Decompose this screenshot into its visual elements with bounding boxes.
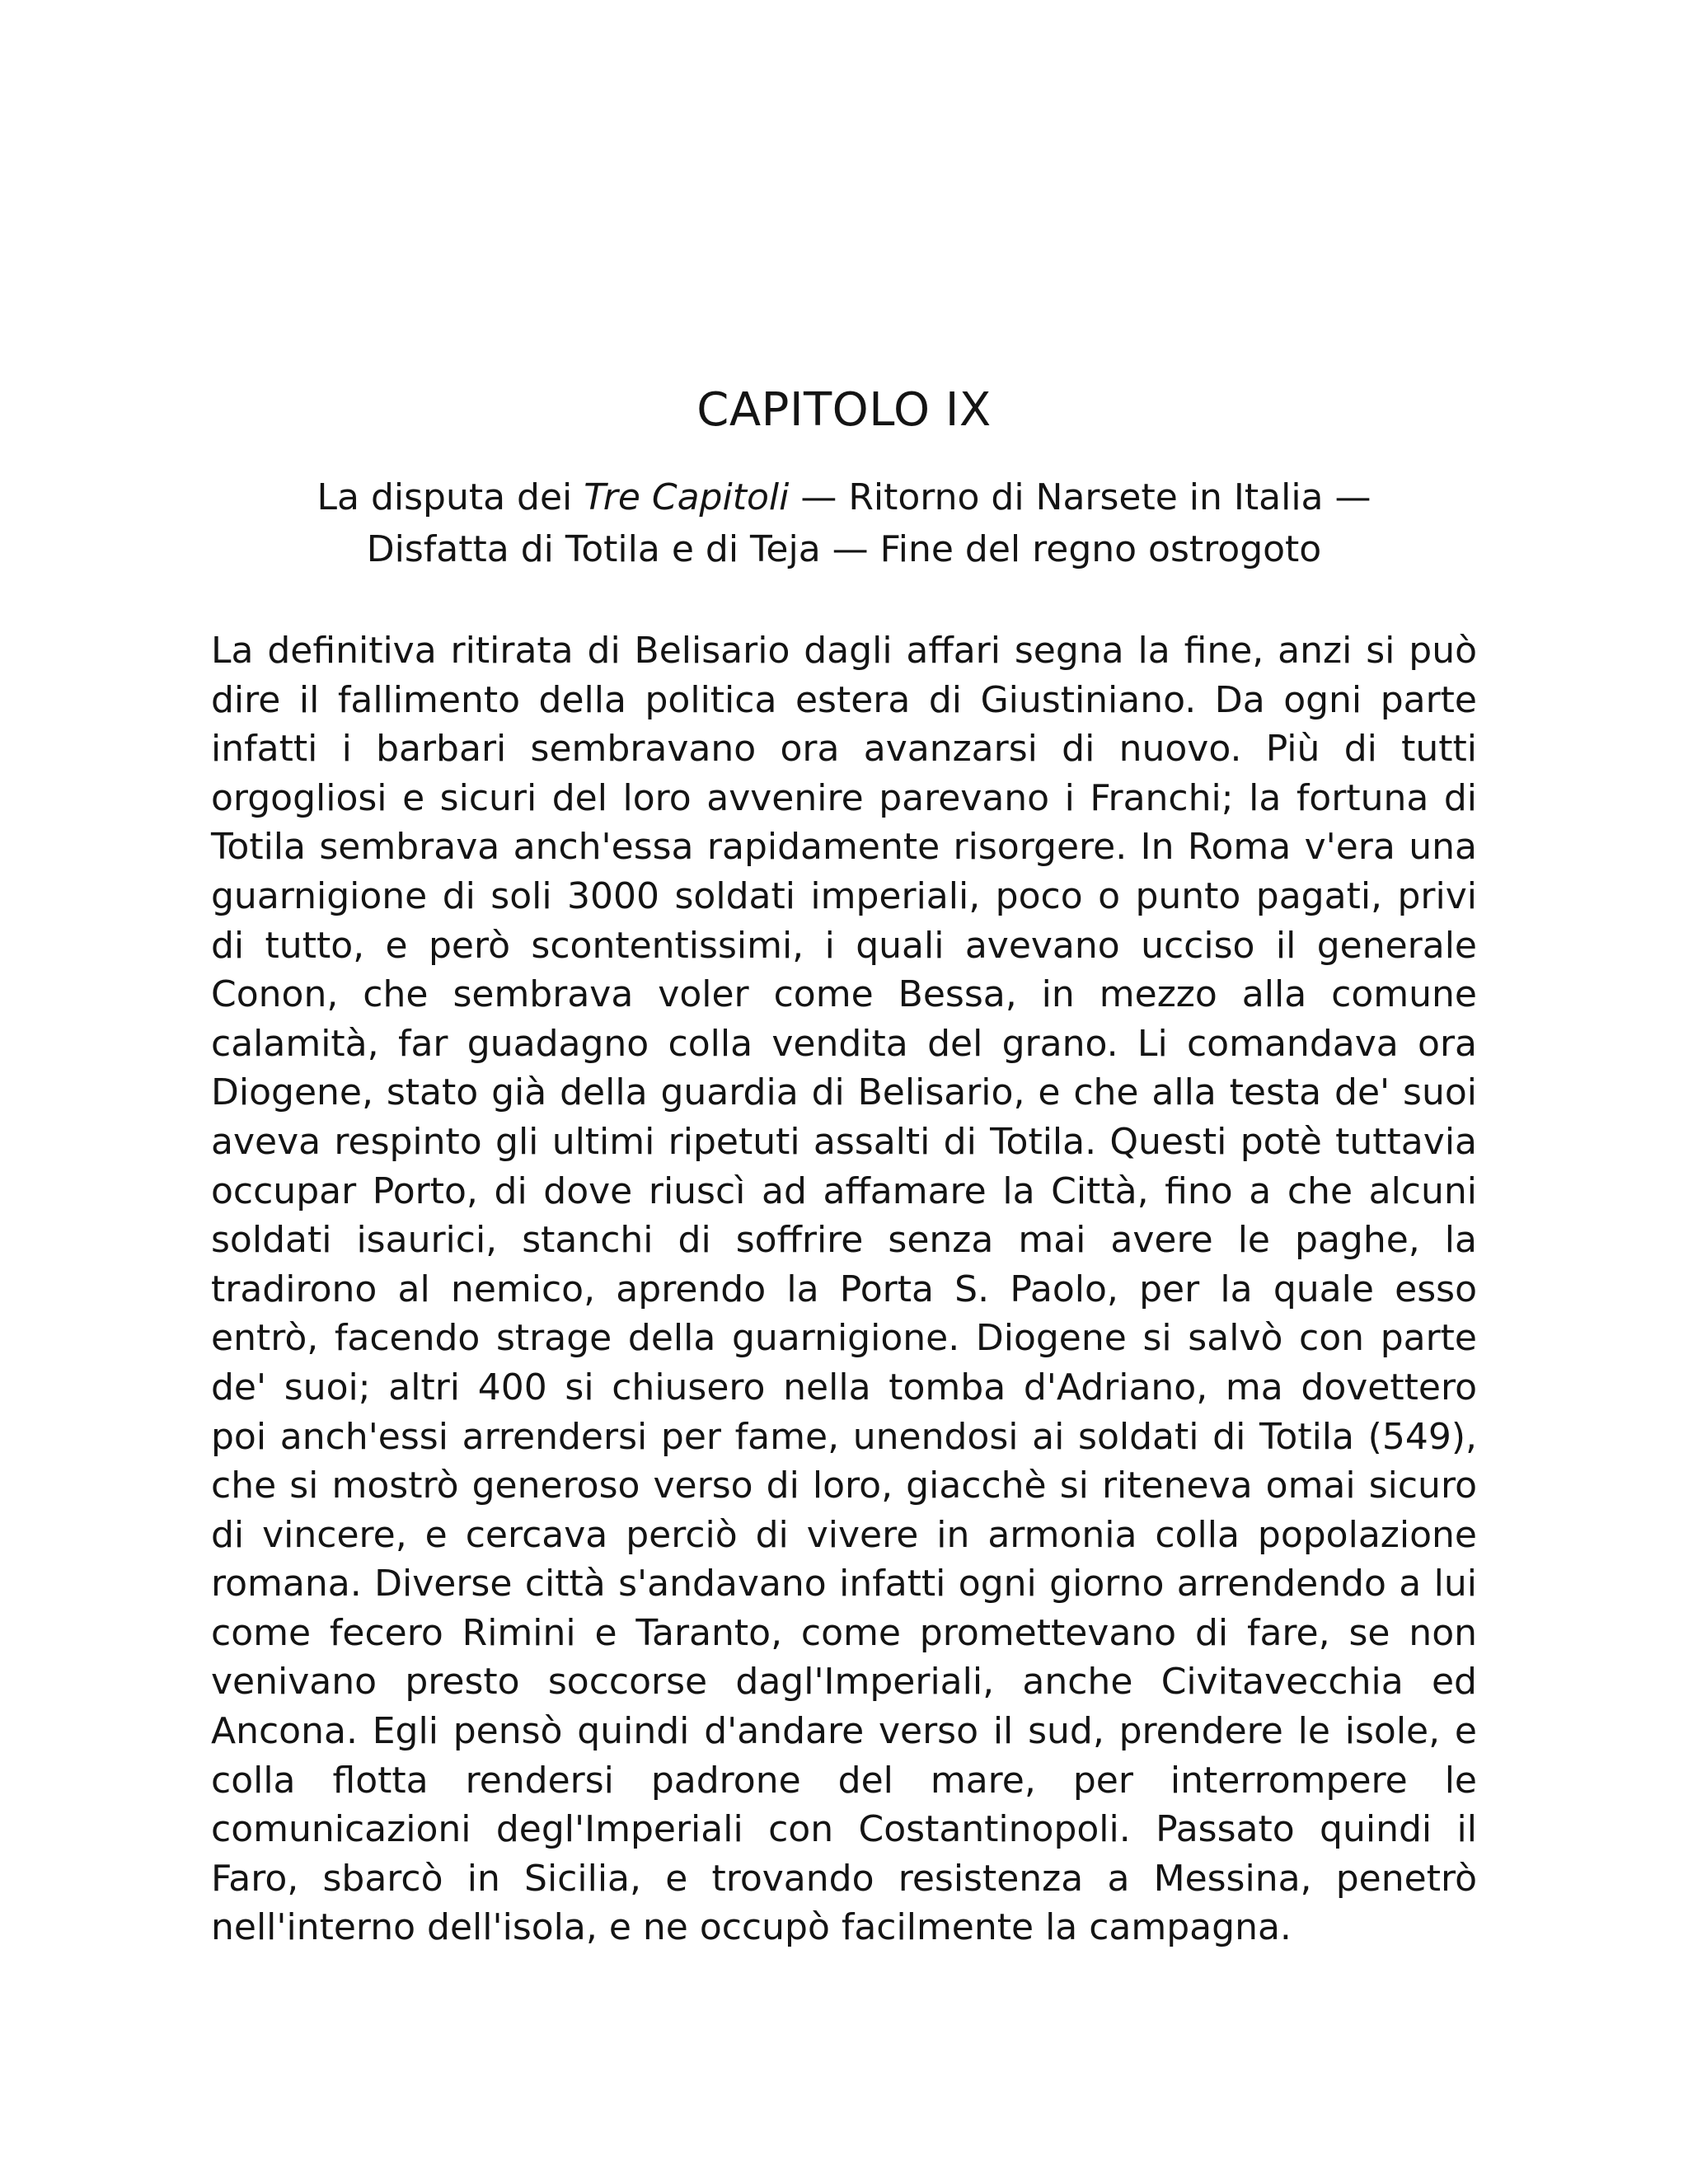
text-line: Totila sembrava anch'essa rapidamente risorgere. In Roma v'era una bbox=[211, 826, 1477, 869]
chapter-title: CAPITOLO IX bbox=[696, 383, 992, 437]
text-line: Faro, sbarcò in Sicilia, e trovando resistenza a Messina, penetrò bbox=[211, 1857, 1477, 1900]
text-line: venivano presto soccorse dagl'Imperiali, anche Civitavecchia ed bbox=[211, 1661, 1477, 1704]
text-line: Diogene, stato già della guardia di Belisario, e che alla testa de' suoi bbox=[211, 1071, 1477, 1114]
text-line: infatti i barbari sembravano ora avanzarsi di nuovo. Più di tutti bbox=[211, 728, 1477, 771]
subtitle-line-2: Disfatta di Totila e di Teja — Fine del regno ostrogoto bbox=[366, 528, 1322, 570]
subtitle-text: La disputa dei bbox=[316, 476, 584, 518]
text-line: orgogliosi e sicuri del loro avvenire parevano i Franchi; la fortuna di bbox=[211, 776, 1477, 819]
text-line: Conon, che sembrava voler come Bessa, in mezzo alla comune bbox=[211, 973, 1477, 1016]
text-line: come fecero Rimini e Taranto, come promettevano di fare, se non bbox=[211, 1611, 1477, 1654]
text-line: romana. Diverse città s'andavano infatti ogni giorno arrendendo a lui bbox=[211, 1563, 1477, 1605]
text-line: occupar Porto, di dove riuscì ad affamare la Città, fino a che alcuni bbox=[211, 1169, 1477, 1212]
chapter-subtitle bbox=[0, 471, 1688, 575]
text-line: guarnigione di soli 3000 soldati imperiali, poco o punto pagati, privi bbox=[211, 874, 1477, 917]
text-line: soldati isaurici, stanchi di soffrire senza mai avere le paghe, la bbox=[211, 1219, 1477, 1262]
subtitle-text: — Ritorno di Narsete in Italia — bbox=[789, 476, 1372, 518]
subtitle-italic-title: Tre Capitoli bbox=[584, 476, 790, 518]
text-line: colla flotta rendersi padrone del mare, per interrompere le bbox=[211, 1759, 1477, 1802]
text-line: nell'interno dell'isola, e ne occupò facilmente la campagna. bbox=[211, 1906, 1292, 1949]
text-line: La definitiva ritirata di Belisario dagli affari segna la fine, anzi si può bbox=[211, 630, 1477, 672]
text-line: Ancona. Egli pensò quindi d'andare verso il sud, prendere le isole, e bbox=[211, 1710, 1477, 1753]
text-line: poi anch'essi arrendersi per fame, unendosi ai soldati di Totila (549), bbox=[211, 1415, 1477, 1458]
text-line: di tutto, e però scontentissimi, i quali avevano ucciso il generale bbox=[211, 924, 1477, 967]
body-paragraph bbox=[211, 626, 1477, 1952]
text-line: de' suoi; altri 400 si chiusero nella tomba d'Adriano, ma dovettero bbox=[211, 1366, 1477, 1408]
text-line: dire il fallimento della politica estera di Giustiniano. Da ogni parte bbox=[211, 678, 1477, 721]
text-line: aveva respinto gli ultimi ripetuti assalti di Totila. Questi potè tuttavia bbox=[211, 1120, 1477, 1163]
text-line: tradirono al nemico, aprendo la Porta S. Paolo, per la quale esso bbox=[211, 1268, 1477, 1310]
text-line: comunicazioni degl'Imperiali con Costantinopoli. Passato quindi il bbox=[211, 1808, 1477, 1851]
subtitle-line-1 bbox=[0, 471, 1688, 523]
text-line: che si mostrò generoso verso di loro, giacchè si riteneva omai sicuro bbox=[211, 1465, 1477, 1507]
text-line: di vincere, e cercava perciò di vivere in armonia colla popolazione bbox=[211, 1513, 1477, 1556]
text-line: entrò, facendo strage della guarnigione. Diogene si salvò con parte bbox=[211, 1317, 1477, 1360]
text-line: calamità, far guadagno colla vendita del grano. Li comandava ora bbox=[211, 1022, 1477, 1065]
